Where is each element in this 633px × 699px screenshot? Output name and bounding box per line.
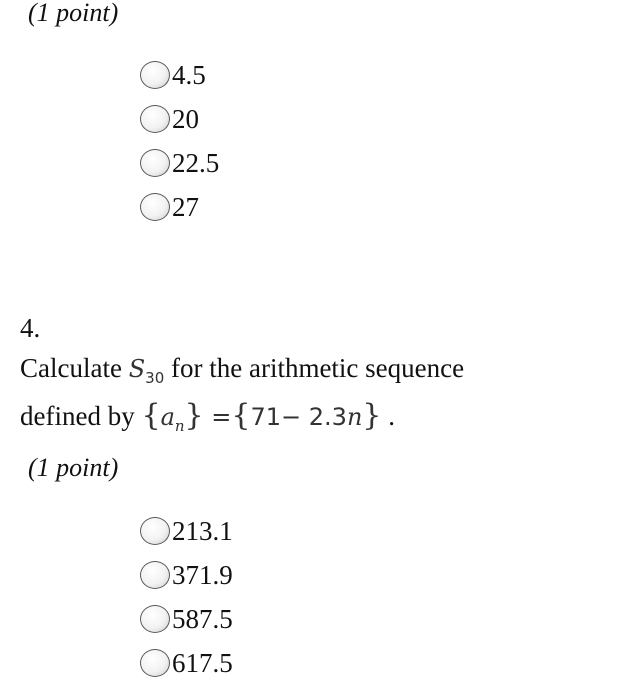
left-brace: { <box>141 398 161 433</box>
left-brace: { <box>231 398 251 433</box>
question-4-points: (1 point) <box>28 453 119 482</box>
period: . <box>388 401 396 431</box>
option-label: 27 <box>172 192 199 222</box>
option-label: 587.5 <box>172 604 233 634</box>
radio-button[interactable] <box>140 517 170 545</box>
right-brace: } <box>184 398 204 433</box>
question-4-options <box>140 509 233 685</box>
question-3-points: (1 point) <box>28 0 119 27</box>
prompt-text: defined by <box>20 401 135 431</box>
radio-button[interactable] <box>140 61 170 89</box>
radio-button[interactable] <box>140 149 170 177</box>
option-label: 22.5 <box>172 148 220 178</box>
prompt-text: Calculate <box>20 353 122 383</box>
option-label: 617.5 <box>172 648 233 678</box>
question-4-number: 4. <box>20 313 41 343</box>
sequence-variable: a <box>160 403 175 431</box>
sum-symbol: S <box>128 355 146 383</box>
question-3-options <box>140 53 219 229</box>
minus-sign: − <box>281 403 302 431</box>
question-4-prompt-line-2 <box>20 400 395 442</box>
answer-option[interactable] <box>140 97 219 141</box>
option-label: 4.5 <box>172 60 206 90</box>
sum-expression <box>128 355 165 387</box>
radio-button[interactable] <box>140 105 170 133</box>
answer-option[interactable] <box>140 185 219 229</box>
question-4-prompt-line-1 <box>20 352 464 394</box>
radio-button[interactable] <box>140 193 170 221</box>
answer-option[interactable] <box>140 641 233 685</box>
radio-button[interactable] <box>140 649 170 677</box>
sequence-subscript: n <box>174 417 185 435</box>
prompt-text: for the arithmetic sequence <box>171 353 465 383</box>
answer-option[interactable] <box>140 597 233 641</box>
answer-option[interactable] <box>140 141 219 185</box>
expression-constant: 71 <box>250 403 282 431</box>
sequence-definition <box>141 398 382 435</box>
option-label: 371.9 <box>172 560 233 590</box>
radio-button[interactable] <box>140 561 170 589</box>
answer-option[interactable] <box>140 553 233 597</box>
answer-option[interactable] <box>140 509 233 553</box>
expression-coefficient: 2.3 <box>308 403 347 431</box>
answer-option[interactable] <box>140 53 219 97</box>
radio-button[interactable] <box>140 605 170 633</box>
right-brace: } <box>362 398 382 433</box>
equals-sign: = <box>211 403 232 431</box>
option-label: 213.1 <box>172 516 233 546</box>
sum-subscript: 30 <box>145 369 165 387</box>
expression-variable: n <box>346 403 363 431</box>
option-label: 20 <box>172 104 199 134</box>
